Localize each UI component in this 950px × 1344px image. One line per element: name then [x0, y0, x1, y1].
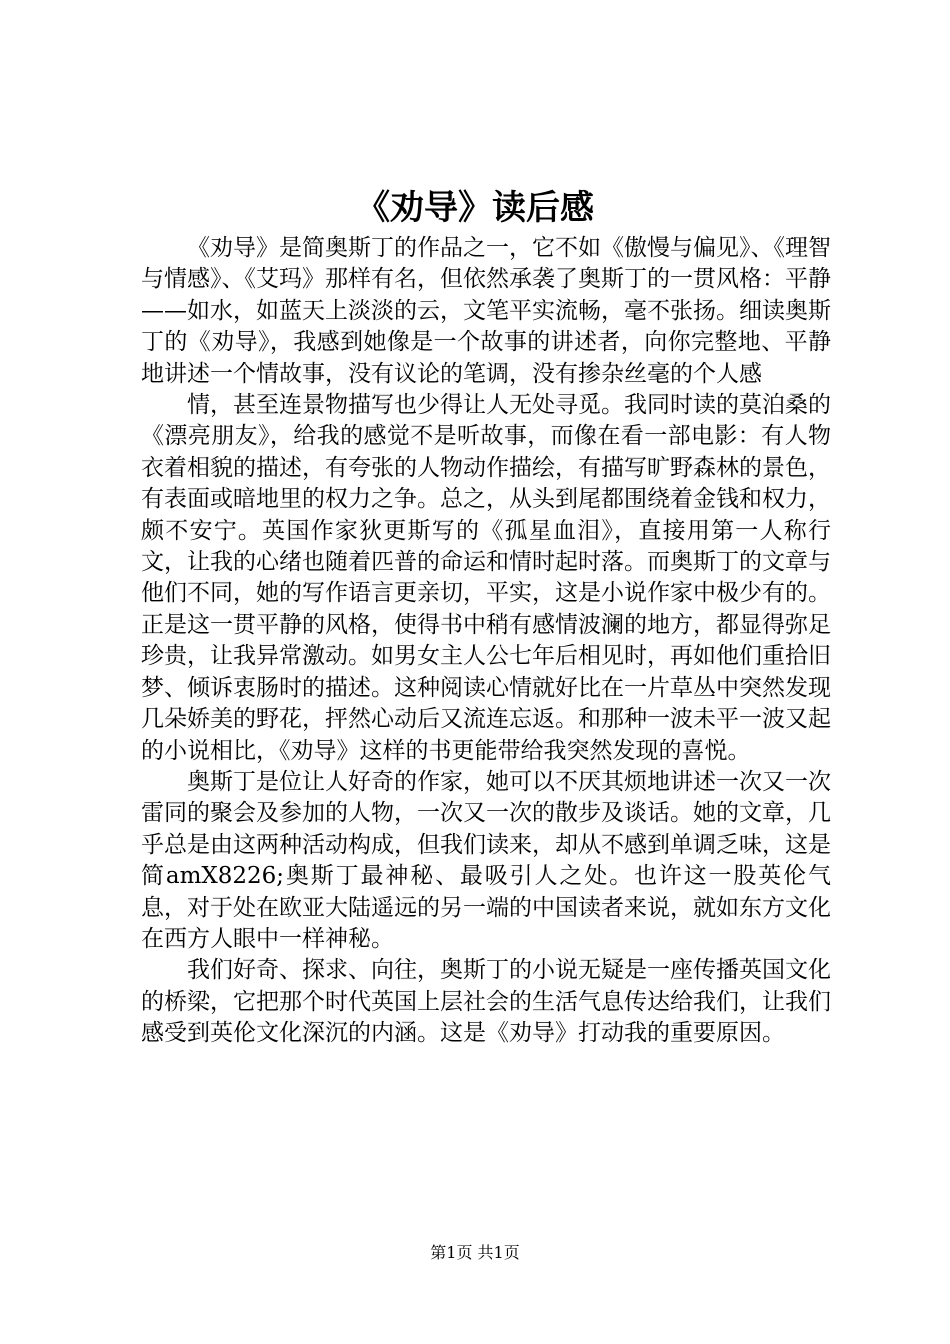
- paragraph-3: 奥斯丁是位让人好奇的作家，她可以不厌其烦地讲述一次又一次雷同的聚会及参加的人物，一次又一次的散步及谈话。她的文章，几乎总是由这两种活动构成，但我们读来，却从不感到单调乏味，这是简amX8226;奥斯丁最神秘、最吸引人之处。也许这一股英伦气息，对于处在欧亚大陆遥远的另一端的中国读者来说，就如东方文化在西方人眼中一样神秘。: [141, 768, 831, 952]
- document-title: 《劝导》读后感: [356, 188, 594, 228]
- document-body: [141, 233, 831, 1050]
- paragraph-2: 情，甚至连景物描写也少得让人无处寻觅。我同时读的莫泊桑的《漂亮朋友》，给我的感觉不是听故事，而像在看一部电影：有人物衣着相貌的描述，有夸张的人物动作描绘，有描写旷野森林的景色，有表面或暗地里的权力之争。总之，从头到尾都围绕着金钱和权力，颇不安宁。英国作家狄更斯写的《孤星血泪》，直接用第一人称行文，让我的心绪也随着匹普的命运和情时起时落。而奥斯丁的文章与他们不同，她的写作语言更亲切，平实，这是小说作家中极少有的。正是这一贯平静的风格，使得书中稍有感情波澜的地方，都显得弥足珍贵，让我异常激动。如男女主人公七年后相见时，再如他们重拾旧梦、倾诉衷肠时的描述。这种阅读心情就好比在一片草丛中突然发现几朵娇美的野花，抨然心动后又流连忘返。和那种一波未平一波又起的小说相比，《劝导》这样的书更能带给我突然发现的喜悦。: [141, 392, 831, 764]
- paragraph-4: 我们好奇、探求、向往，奥斯丁的小说无疑是一座传播英国文化的桥梁，它把那个时代英国上层社会的生活气息传达给我们，让我们感受到英伦文化深沉的内涵。这是《劝导》打动我的重要原因。: [141, 957, 831, 1047]
- paragraph-1: 《劝导》是简奥斯丁的作品之一，它不如《傲慢与偏见》、《理智与情感》、《艾玛》那样有名，但依然承袭了奥斯丁的一贯风格：平静——如水，如蓝天上淡淡的云，文笔平实流畅，毫不张扬。细读奥斯丁的《劝导》，我感到她像是一个故事的讲述者，向你完整地、平静地讲述一个情故事，没有议论的笔调，没有掺杂丝毫的个人感: [141, 235, 831, 387]
- page-footer: 第1页 共1页: [430, 1243, 520, 1262]
